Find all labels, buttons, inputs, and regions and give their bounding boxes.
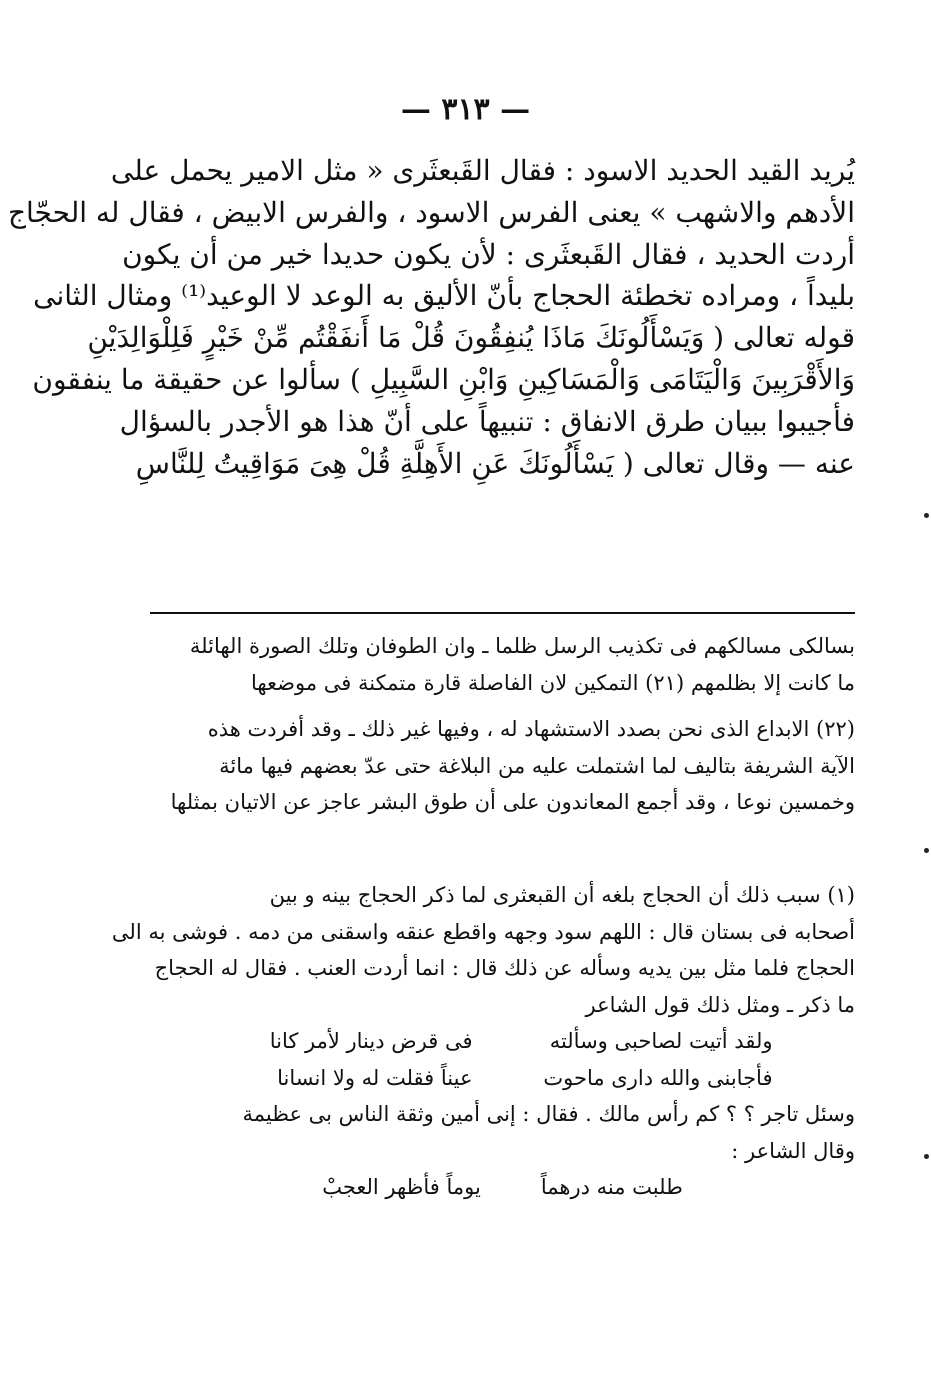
main-line: عنه — وقال تعالى ( يَسْأَلُونَكَ عَنِ الأَهِلَّةِ قُلْ هِىَ مَوَاقِيتُ لِلنَّاسِ xyxy=(135,446,855,480)
footnote-line: وقال الشاعر : xyxy=(731,1138,855,1163)
note-line: (٢٢) الابداع الذى نحن بصدد الاستشهاد له ، وفيها غير ذلك ـ وقد أفردت هذه xyxy=(207,717,855,741)
footnote-line: الحجاج فلما مثل بين يديه وسأله عن ذلك قال : انما أردت العنب . فقال له الحجاج xyxy=(154,956,855,980)
footnote-line: وسئل تاجر ؟ ؟ كم رأس مالك . فقال : إنى أمين وثقة الناس بى عظيمة xyxy=(242,1102,855,1126)
main-line: الأدهم والاشهب » يعنى الفرس الاسود ، والفرس الابيض ، فقال له الحجّاج xyxy=(7,195,855,229)
verse-hemistich-left: فى قرض دينار لأمر كانا xyxy=(269,1029,473,1053)
footnote-section xyxy=(111,877,855,1206)
main-text xyxy=(7,150,855,484)
verse-line xyxy=(150,1060,855,1097)
main-line: أردت الحديد ، فقال القَبعثَرى : لأن يكون حديدا خير من أن يكون xyxy=(122,237,855,271)
note-line: بسالكى مسالكهم فى تكذيب الرسل ظلما ـ وان الطوفان وتلك الصورة الهائلة xyxy=(189,634,855,658)
main-line: يُريد القيد الحديد الاسود : فقال القَبعثَرى « مثل الامير يحمل على xyxy=(110,154,855,187)
separator-rule xyxy=(150,612,855,614)
note-line: وخمسين نوعا ، وقد أجمع المعاندون على أن طوق البشر عاجز عن الاتيان بمثلها xyxy=(170,790,855,814)
verse-hemistich-left: يوماً فأظهر العجبْ xyxy=(322,1175,481,1199)
verse-hemistich-right: ولقد أتيت لصاحبى وسألته xyxy=(549,1029,773,1053)
commentary-notes xyxy=(150,628,855,821)
verse-line xyxy=(150,1169,855,1206)
main-line: بليداً ، ومراده تخطئة الحجاج بأنّ الأليق به الوعد لا الوعيد⁽¹⁾ ومثال الثانى xyxy=(33,279,855,313)
margin-dot xyxy=(924,848,929,853)
page-number: — ٣١٣ — xyxy=(400,92,531,127)
note-gap xyxy=(150,701,855,711)
note-line: الآية الشريفة بتاليف لما اشتملت عليه من البلاغة حتى عدّ بعضهم فيها مائة xyxy=(219,753,855,778)
footnote-line: أصحابه فى بستان قال : اللهم سود وجهه واقطع عنقه واسقنى من دمه . فوشى به الى xyxy=(111,919,855,944)
main-line: فأجيبوا ببيان طرق الانفاق : تنبيهاً على أنّ هذا هو الأجدر بالسؤال xyxy=(119,404,855,438)
margin-dot xyxy=(924,1154,929,1159)
footnote-line: ما ذكر ـ ومثل ذلك قول الشاعر xyxy=(585,992,855,1017)
main-line: قوله تعالى ( وَيَسْأَلُونَكَ مَاذَا يُنفِقُونَ قُلْ مَا أَنفَقْتُم مِّنْ خَيْرٍ فَلِلْوَالِدَيْنِ xyxy=(87,321,855,355)
margin-dot xyxy=(924,513,929,518)
verse-hemistich-right: فأجابنى والله دارى ماحوت xyxy=(543,1065,773,1090)
main-line: وَالأَقْرَبِينَ وَالْيَتَامَى وَالْمَسَاكِينِ وَابْنِ السَّبِيلِ ) سألوا عن حقيقة ما ينفقون xyxy=(32,362,855,396)
verse-line xyxy=(150,1023,855,1060)
note-line: ما كانت إلا بظلمهم (٢١) التمكين لان الفاصلة قارة متمكنة فى موضعها xyxy=(250,670,855,695)
verse-hemistich-right: طلبت منه درهماً xyxy=(540,1175,683,1199)
verse-hemistich-left: عيناً فقلت له ولا انسانا xyxy=(277,1065,473,1090)
footnote-line: (١) سبب ذلك أن الحجاج بلغه أن القبعثرى لما ذكر الحجاج بينه و بين xyxy=(269,883,855,907)
